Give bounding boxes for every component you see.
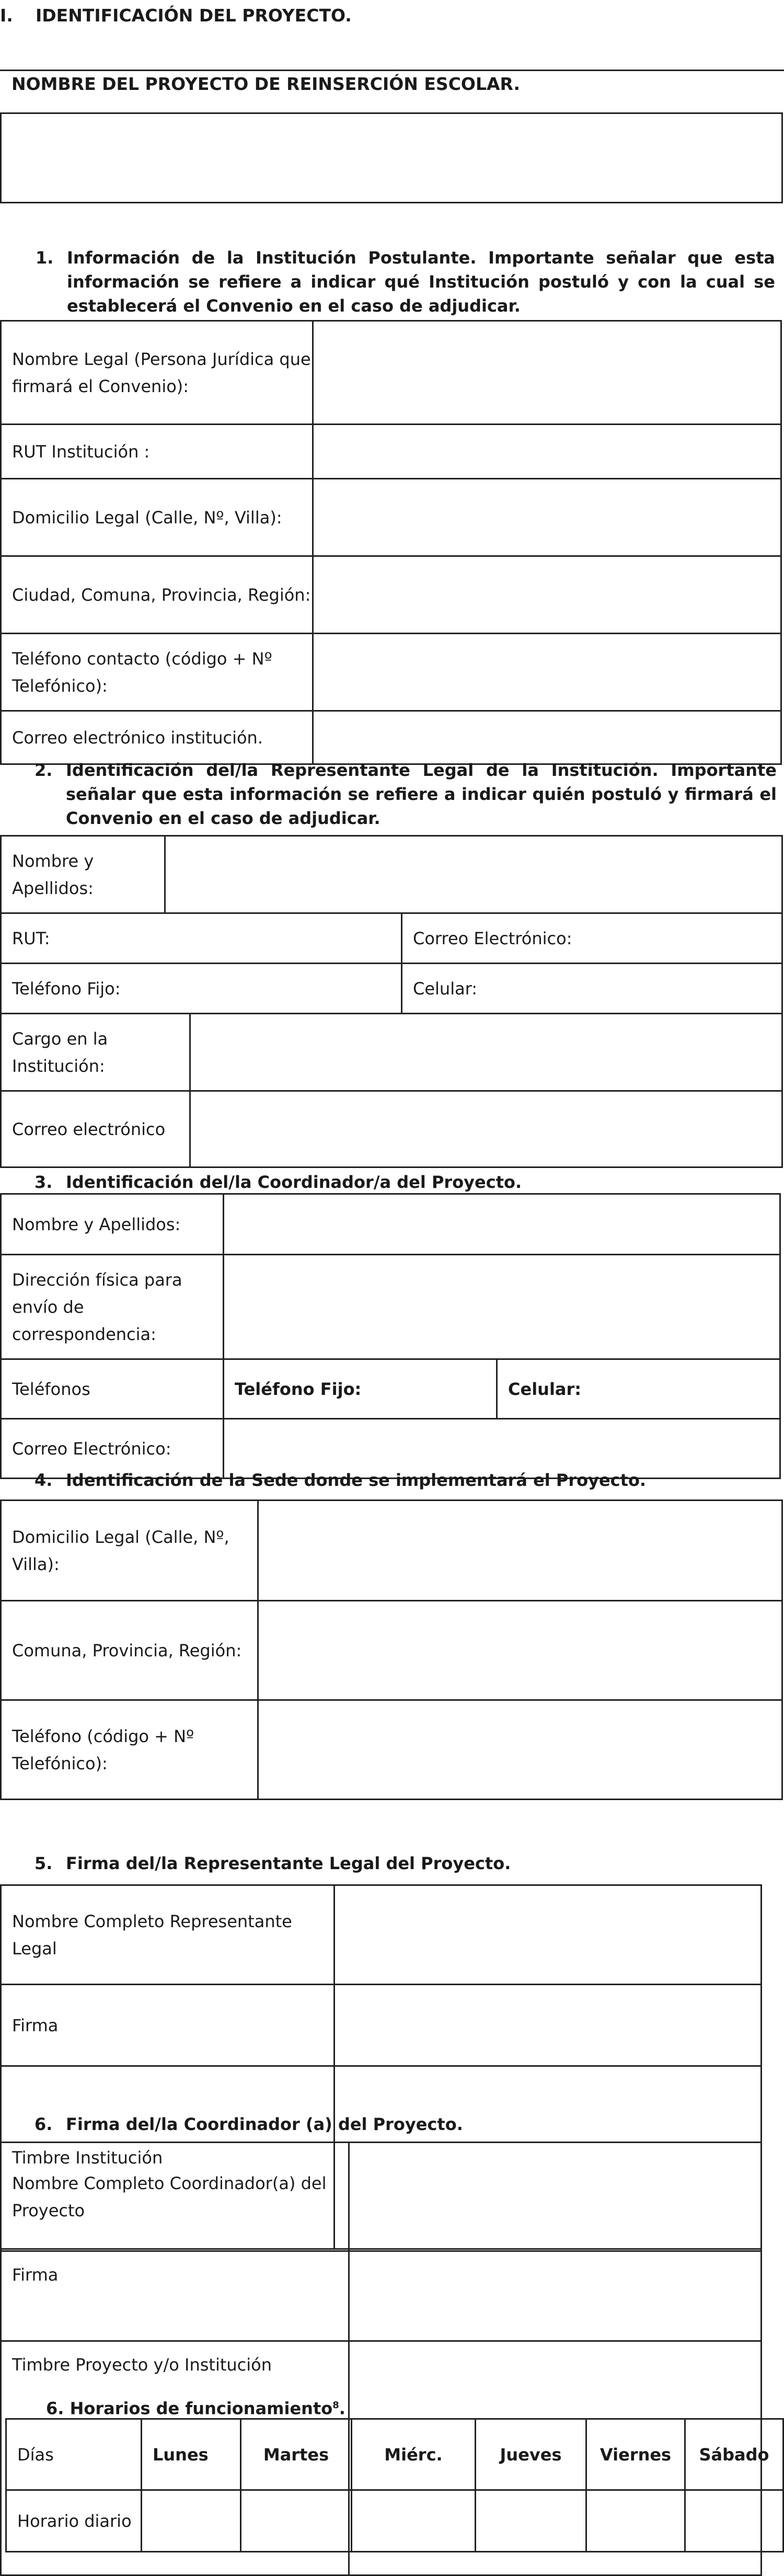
day-thursday: Jueves bbox=[476, 2419, 586, 2490]
row-label: Teléfono contacto (código + Nº Telefónico): bbox=[1, 634, 313, 711]
section3-title: Identificación del/la Coordinador/a del Proyecto. bbox=[66, 1172, 522, 1192]
table-row bbox=[1, 913, 782, 964]
tuesday-hours-field[interactable] bbox=[241, 2490, 352, 2552]
rep-rut-field[interactable]: RUT: bbox=[1, 913, 402, 964]
section4-title: Identificación de la Sede donde se implementará el Proyecto. bbox=[66, 1470, 647, 1490]
row-label: Correo electrónico bbox=[1, 1091, 190, 1167]
row-label: Firma bbox=[1, 2251, 349, 2341]
day-wednesday: Miérc. bbox=[352, 2419, 476, 2490]
section6-title: Firma del/la Coordinador (a) del Proyecto. bbox=[66, 2114, 463, 2134]
institution-table bbox=[0, 320, 782, 765]
table-row bbox=[1, 425, 781, 479]
row-label: Correo Electrónico: bbox=[1, 1419, 224, 1479]
saturday-hours-field[interactable] bbox=[685, 2490, 783, 2552]
table-row bbox=[1, 1885, 762, 1985]
table-row bbox=[1, 1985, 762, 2066]
row-label: Teléfonos bbox=[1, 1359, 224, 1419]
rep-email2-field[interactable] bbox=[190, 1091, 782, 1167]
row-label: Firma bbox=[1, 1985, 335, 2066]
schedule-title-text: Horarios de funcionamiento bbox=[70, 2398, 333, 2419]
section2-number: 2. bbox=[34, 760, 53, 780]
day-monday: Lunes bbox=[142, 2419, 241, 2490]
table-row bbox=[1, 1359, 780, 1419]
table-row bbox=[6, 2419, 783, 2490]
section5-heading bbox=[34, 1851, 511, 1875]
section5-title: Firma del/la Representante Legal del Proyecto. bbox=[66, 1853, 511, 1873]
coord-signature-field[interactable] bbox=[349, 2251, 762, 2341]
row-label: Nombre Legal (Persona Jurídica que firmará el Convenio): bbox=[1, 321, 313, 425]
heading-title: IDENTIFICACIÓN DEL PROYECTO. bbox=[36, 5, 352, 26]
row-label: Ciudad, Comuna, Provincia, Región: bbox=[1, 556, 313, 634]
section4-heading bbox=[34, 1468, 647, 1492]
friday-hours-field[interactable] bbox=[586, 2490, 685, 2552]
table-row bbox=[1, 1601, 782, 1700]
representative-table-3 bbox=[0, 1013, 783, 1168]
table-row bbox=[1, 1091, 782, 1167]
table-row bbox=[1, 634, 781, 711]
site-address-field[interactable] bbox=[258, 1501, 782, 1601]
table-row bbox=[1, 1700, 782, 1800]
section2-heading bbox=[34, 758, 777, 830]
section2-title: Identificación del/la Representante Legal de la Institución. Importante señalar que esta información se refiere a indicar quién postuló y firmará el Convenio en el caso de adjudicar. bbox=[66, 760, 777, 828]
coord-address-field[interactable] bbox=[224, 1255, 780, 1359]
project-name-field[interactable] bbox=[0, 112, 783, 203]
row-label: Dirección física para envío de correspondencia: bbox=[1, 1255, 224, 1359]
rep-fullname-field[interactable] bbox=[335, 1885, 762, 1985]
site-commune-field[interactable] bbox=[258, 1601, 782, 1700]
monday-hours-field[interactable] bbox=[142, 2490, 241, 2552]
row-label: Horario diario bbox=[6, 2490, 142, 2552]
row-label: Comuna, Provincia, Región: bbox=[1, 1601, 258, 1700]
project-name-label: NOMBRE DEL PROYECTO DE REINSERCIÓN ESCOLAR. bbox=[11, 74, 521, 94]
table-row bbox=[1, 2251, 762, 2341]
row-label: Nombre y Apellidos: bbox=[1, 836, 165, 913]
rep-signature-field[interactable] bbox=[335, 1985, 762, 2066]
coord-phone-field[interactable]: Teléfono Fijo: bbox=[224, 1359, 497, 1419]
rep-email-field[interactable]: Correo Electrónico: bbox=[402, 913, 782, 964]
table-row bbox=[1, 2143, 762, 2251]
days-label: Días bbox=[6, 2419, 142, 2490]
rep-name-field[interactable] bbox=[165, 836, 782, 913]
row-label: Nombre Completo Coordinador(a) del Proyecto bbox=[1, 2143, 349, 2251]
row-label: Nombre y Apellidos: bbox=[1, 1194, 224, 1255]
section6-number: 6. bbox=[34, 2114, 53, 2134]
day-tuesday: Martes bbox=[241, 2419, 352, 2490]
table-row bbox=[1, 479, 781, 556]
table-row bbox=[1, 1501, 782, 1601]
site-phone-field[interactable] bbox=[258, 1700, 782, 1800]
document-heading bbox=[0, 3, 352, 29]
representative-table-1 bbox=[0, 835, 783, 914]
section1-heading bbox=[36, 246, 775, 318]
section6-heading bbox=[34, 2112, 463, 2136]
row-label: Domicilio Legal (Calle, Nº, Villa): bbox=[1, 1501, 258, 1601]
table-row bbox=[1, 321, 781, 425]
table-row bbox=[1, 1014, 782, 1091]
schedule-number: 6. bbox=[46, 2398, 64, 2419]
table-row bbox=[1, 1255, 780, 1359]
email-field[interactable] bbox=[313, 711, 781, 764]
wednesday-hours-field[interactable] bbox=[352, 2490, 476, 2552]
row-label: Nombre Completo Representante Legal bbox=[1, 1885, 335, 1985]
row-label: RUT Institución : bbox=[1, 425, 313, 479]
heading-number: I. bbox=[0, 5, 13, 26]
city-field[interactable] bbox=[313, 556, 781, 634]
section3-number: 3. bbox=[34, 1172, 53, 1192]
footnote-marker[interactable]: 8 bbox=[332, 2400, 339, 2411]
table-row bbox=[1, 556, 781, 634]
address-field[interactable] bbox=[313, 479, 781, 556]
representative-table-2 bbox=[0, 912, 783, 1014]
row-label: Timbre Proyecto y/o Institución bbox=[1, 2341, 349, 2575]
coord-cell-field[interactable]: Celular: bbox=[497, 1359, 780, 1419]
section5-number: 5. bbox=[34, 1853, 53, 1873]
legal-name-field[interactable] bbox=[313, 321, 781, 425]
table-row bbox=[6, 2490, 783, 2552]
rut-field[interactable] bbox=[313, 425, 781, 479]
table-row bbox=[1, 836, 782, 913]
section1-number: 1. bbox=[36, 248, 54, 268]
row-label: Domicilio Legal (Calle, Nº, Villa): bbox=[1, 479, 313, 556]
rep-position-field[interactable] bbox=[190, 1014, 782, 1091]
section4-number: 4. bbox=[34, 1470, 53, 1490]
coord-fullname-field[interactable] bbox=[349, 2143, 762, 2251]
rep-cell-field[interactable]: Celular: bbox=[402, 964, 782, 1014]
row-label: Timbre Institución bbox=[1, 2066, 335, 2249]
row-label: Cargo en la Institución: bbox=[1, 1014, 190, 1091]
coordinator-table bbox=[0, 1193, 781, 1479]
schedule-table bbox=[5, 2418, 784, 2552]
section1-title: Información de la Institución Postulante. Importante señalar que esta información se refiere a indicar qué Institución postuló y con la cual se establecerá el Convenio en el caso de adjudicar. bbox=[67, 248, 775, 316]
thursday-hours-field[interactable] bbox=[476, 2490, 586, 2552]
row-label: Teléfono (código + Nº Telefónico): bbox=[1, 1700, 258, 1800]
coord-name-field[interactable] bbox=[224, 1194, 780, 1255]
schedule-title: 6. Horarios de funcionamiento$^8$. bbox=[46, 2398, 345, 2419]
phone-field[interactable] bbox=[313, 634, 781, 711]
table-row bbox=[1, 1194, 780, 1255]
site-table bbox=[0, 1499, 783, 1800]
table-row bbox=[1, 964, 782, 1014]
section3-heading bbox=[34, 1170, 522, 1194]
day-saturday: Sábado bbox=[685, 2419, 783, 2490]
table-row bbox=[1, 711, 781, 764]
day-friday: Viernes bbox=[586, 2419, 685, 2490]
rep-phone-field[interactable]: Teléfono Fijo: bbox=[1, 964, 402, 1014]
row-label: Correo electrónico institución. bbox=[1, 711, 313, 764]
